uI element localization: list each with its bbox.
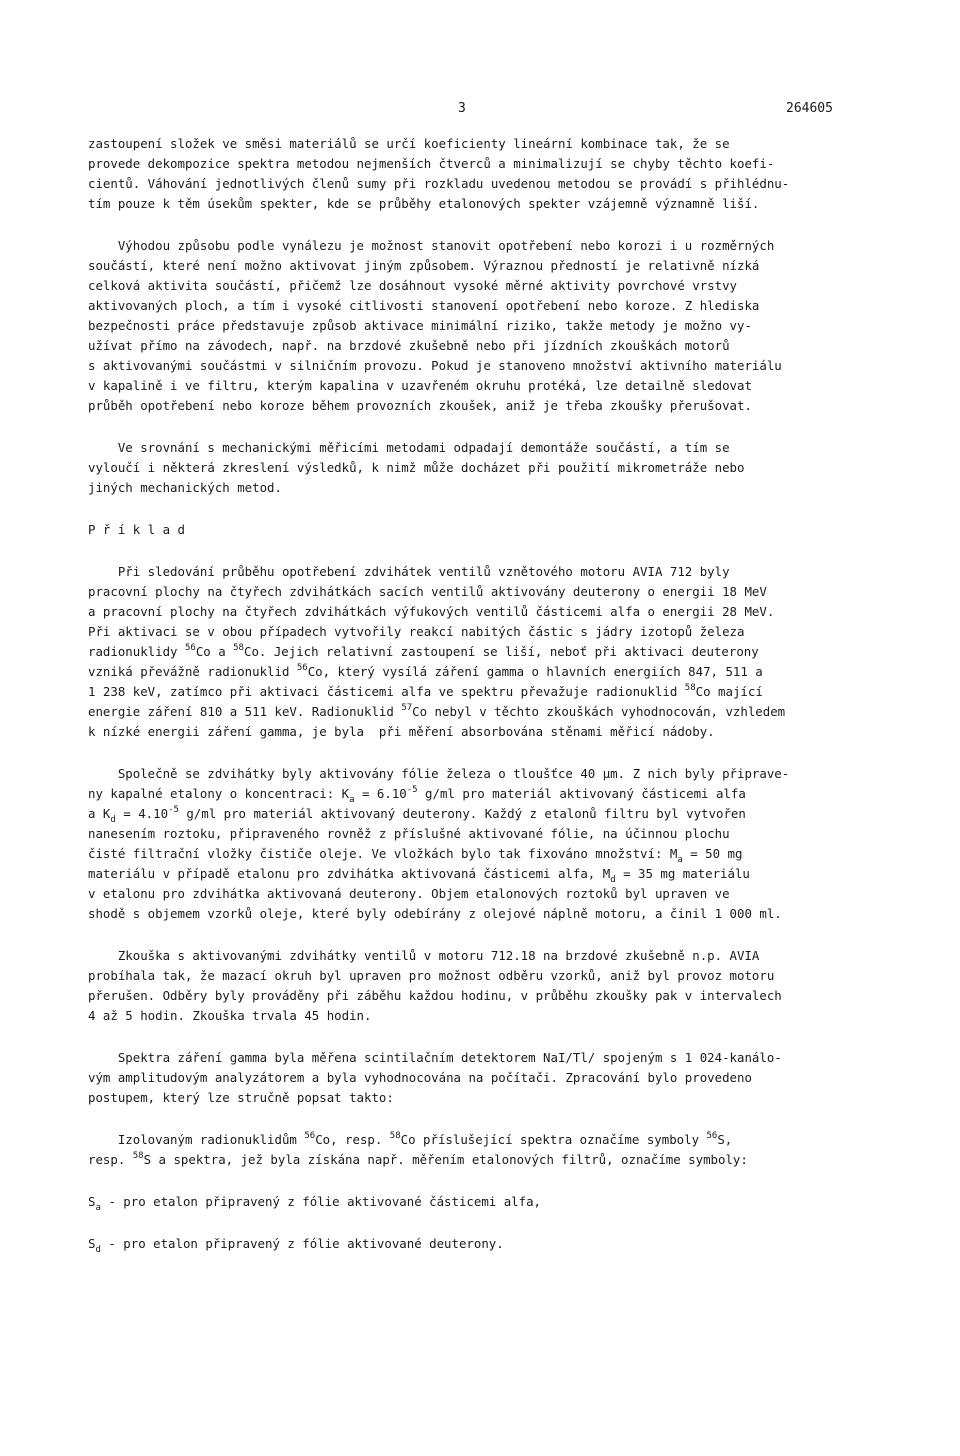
text-line: Zkouška s aktivovanými zdvihátky ventilů v motoru 712.18 na brzdové zkušebně n.p. AVIA [88,948,760,963]
text-line: tím pouze k těm úsekům spekter, kde se průběhy etalonových spekter vzájemně významně liší. [88,196,760,211]
text-line: energie záření 810 a 511 keV. Radionuklid $^{57}$Co nebyl v těchto zkouškách vyhodnocován, vzhledem [88,703,786,719]
text-line: vyloučí i některá zkreslení výsledků, k nimž může docházet při použití mikrometráže nebo [88,460,745,475]
text-line: průběh opotřebení nebo koroze během provozních zkoušek, aniž je třeba zkoušky přerušovat. [88,398,752,413]
text-line: zastoupení složek ve směsi materiálů se určí koeficienty lineární kombinace tak, že se [88,136,730,151]
text-line: ny kapalné etalony o koncentraci: $K_a = 6.10^{-5}$ g/ml pro materiál aktivovaný částicemi alfa [88,785,746,805]
text-line: bezpečnosti práce představuje způsob aktivace minimální riziko, takže metody je možno vy- [88,318,752,333]
text-line: materiálu v případě etalonu pro zdvihátka aktivovaná částicemi alfa, $M_d = 35$ mg materiálu [88,866,750,885]
text-line: Při sledování průběhu opotřebení zdvihátek ventilů vznětového motoru AVIA 712 byly [88,564,730,579]
text-line: Společně se zdvihátky byly aktivovány fólie železa o tloušťce 40 µm. Z nich byly připrave- [88,766,790,781]
text-line: a pracovní plochy na čtyřech zdvihátkách výfukových ventilů částicemi alfa o energii 28 MeV. [88,604,775,619]
text-line: vzniká převážně radionuklid $^{56}$Co, který vysílá záření gamma o hlavních energiích 847, 511 a [88,663,763,679]
text-line: shodě s objemem vzorků oleje, které byly odebírány z olejové náplně motoru, a činil 1 000 ml. [88,906,782,921]
text-line: Ve srovnání s mechanickými měřicími metodami odpadají demontáže součástí, a tím se [88,440,730,455]
document-number: 264605 [786,101,833,116]
text-line: Spektra záření gamma byla měřena scintilačním detektorem NaI/Tl/ spojeným s 1 024-kanálo- [88,1050,782,1065]
text-line: a $K_d = 4.10^{-5}$ g/ml pro materiál aktivovaný deuterony. Každý z etalonů filtru byl vytvořen [88,805,746,825]
text-line: radionuklidy $^{56}$Co a $^{58}$Co. Jejich relativní zastoupení se liší, neboť při aktivaci deuterony [88,643,759,659]
text-line: jiných mechanických metod. [88,480,282,495]
text-line: Při aktivaci se v obou případech vytvořily reakcí nabitých částic s jádry izotopů železa [88,624,745,639]
text-line: cientů. Váhování jednotlivých členů sumy při rozkladu uvedenou metodou se provádí s přihlédnu- [88,176,790,191]
text-line: celková aktivita součástí, přičemž lze dosáhnout vysoké měrné aktivity povrchové vrstvy [88,278,738,293]
text-line: 4 až 5 hodin. Zkouška trvala 45 hodin. [88,1008,372,1023]
text-line: nanesením roztoku, připraveného rovněž z příslušné aktivované fólie, na účinnou plochu [88,826,730,841]
text-line: provede dekompozice spektra metodou nejmenších čtverců a minimalizují se chyby těchto koefi- [88,156,775,171]
text-line: v kapalině i ve filtru, kterým kapalina v uzavřeném okruhu protéká, lze detailně sledovat [88,378,752,393]
text-line: Izolovaným radionuklidům $^{56}$Co, resp. $^{58}$Co příslušející spektra označíme symboly $^{56}$S, [88,1131,733,1147]
symbol-definition: $S_d$ - pro etalon připravený z fólie aktivované deuterony. [88,1236,504,1255]
example-heading: P ř í k l a d [88,522,185,537]
text-line: součástí, které není možno aktivovat jiným způsobem. Výraznou předností je relativně nízká [88,258,760,273]
text-line: k nízké energii záření gamma, je byla při měření absorbována stěnami měřicí nádoby. [88,724,715,739]
text-line: s aktivovanými součástmi v silničním provozu. Pokud je stanoveno množství aktivního materiálu [88,358,782,373]
page-number: 3 [458,101,466,116]
text-line: 1 238 keV, zatímco při aktivaci částicemi alfa ve spektru převažuje radionuklid $^{58}$Co mající [88,683,763,699]
text-line: Výhodou způsobu podle vynálezu je možnost stanovit opotřebení nebo korozi i u rozměrných [88,238,775,253]
symbol-definition: $S_a$ - pro etalon připravený z fólie aktivované částicemi alfa, [88,1194,542,1213]
text-line: v etalonu pro zdvihátka aktivovaná deuterony. Objem etalonových roztoků byl upraven ve [88,886,730,901]
text-line: probíhala tak, že mazací okruh byl upraven pro možnost odběru vzorků, aniž byl provoz motoru [88,968,775,983]
text-line: čisté filtrační vložky čističe oleje. Ve vložkách bylo tak fixováno množství: $M_a = 50$ mg [88,846,743,865]
text-line: přerušen. Odběry byly prováděny při záběhu každou hodinu, v průběhu zkoušky pak v intervalech [88,988,782,1003]
text-line: užívat přímo na závodech, např. na brzdové zkušebně nebo při jízdních zkouškách motorů [88,338,730,353]
text-line: postupem, který lze stručně popsat takto: [88,1090,394,1105]
text-line: vým amplitudovým analyzátorem a byla vyhodnocována na počítači. Zpracování bylo provedeno [88,1070,752,1085]
text-line: aktivovaných ploch, a tím i vysoké citlivosti stanovení opotřebení nebo koroze. Z hlediska [88,298,760,313]
text-line: pracovní plochy na čtyřech zdvihátkách sacích ventilů aktivovány deuterony o energii 18 MeV [88,584,767,599]
text-line: resp. $^{58}$S a spektra, jež byla získána např. měřením etalonových filtrů, označíme symboly: [88,1151,748,1167]
